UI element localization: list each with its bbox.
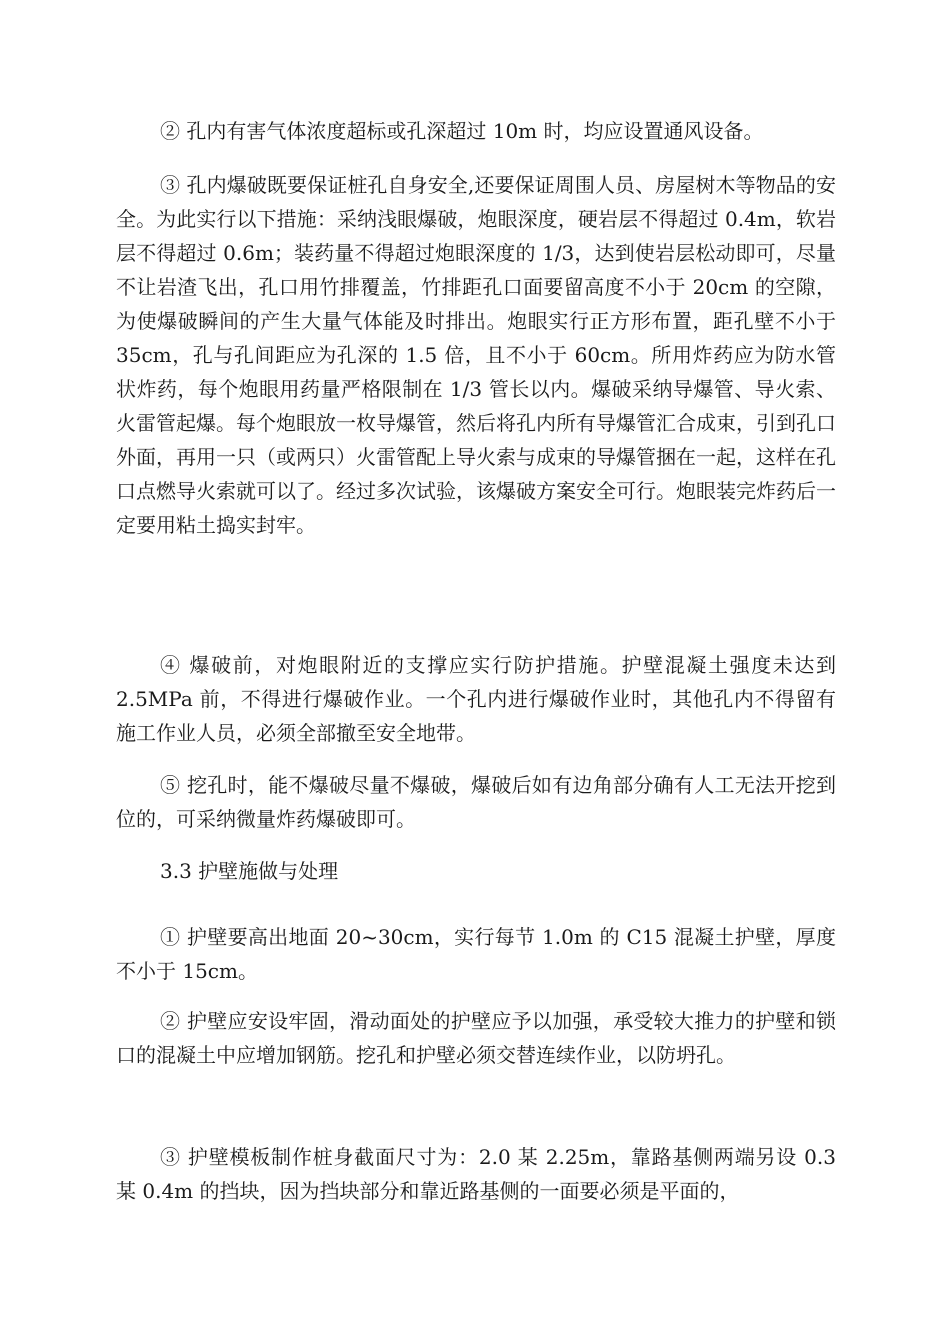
paragraph-wall-installation: ② 护壁应安设牢固，滑动面处的护壁应予以加强，承受较大推力的护壁和锁口的混凝土中应增加钢筋。挖孔和护壁必须交替连续作业，以防坍孔。	[116, 1009, 836, 1067]
paragraph-pre-blasting: ④ 爆破前，对炮眼附近的支撑应实行防护措施。护壁混凝土强度未达到 2.5MPa 前，不得进行爆破作业。一个孔内进行爆破作业时，其他孔内不得留有施工作业人员，必须全部撤至安全地带。	[116, 653, 836, 745]
paragraph-ventilation: ② 孔内有害气体浓度超标或孔深超过 10m 时，均应设置通风设备。	[160, 119, 764, 143]
paragraph-excavation: ⑤ 挖孔时，能不爆破尽量不爆破，爆破后如有边角部分确有人工无法开挖到位的，可采纳微量炸药爆破即可。	[116, 773, 836, 831]
paragraph-blasting-safety: ③ 孔内爆破既要保证桩孔自身安全,还要保证周围人员、房屋树木等物品的安全。为此实行以下措施：采纳浅眼爆破，炮眼深度，硬岩层不得超过 0.4m，软岩层不得超过 0.6m；装药量不得超过炮眼深度的 1/3，达到使岩层松动即可，尽量不让岩渣飞出，孔口用竹排覆盖，竹排距孔口面要留高度不小于 20cm 的空隙，为使爆破瞬间的产生大量气体能及时排出。炮眼实行正方形布置，距孔壁不小于 35cm，孔与孔间距应为孔深的 1.5 倍，且不小于 60cm。所用炸药应为防水管状炸药，每个炮眼用药量严格限制在 1/3 管长以内。爆破采纳导爆管、导火索、火雷管起爆。每个炮眼放一枚导爆管，然后将孔内所有导爆管汇合成束，引到孔口外面，再用一只（或两只）火雷管配上导火索与成束的导爆管捆在一起，这样在孔口点燃导火索就可以了。经过多次试验，该爆破方案安全可行。炮眼装完炸药后一定要用粘土捣实封牢。	[116, 173, 836, 537]
paragraph-formwork: ③ 护壁模板制作桩身截面尺寸为：2.0 某 2.25m，靠路基侧两端另设 0.3 某 0.4m 的挡块，因为挡块部分和靠近路基侧的一面要必须是平面的，	[116, 1145, 836, 1203]
section-heading: 3.3 护壁施做与处理	[160, 859, 339, 883]
paragraph-wall-height: ① 护壁要高出地面 20~30cm，实行每节 1.0m 的 C15 混凝土护壁，厚度不小于 15cm。	[116, 925, 836, 983]
